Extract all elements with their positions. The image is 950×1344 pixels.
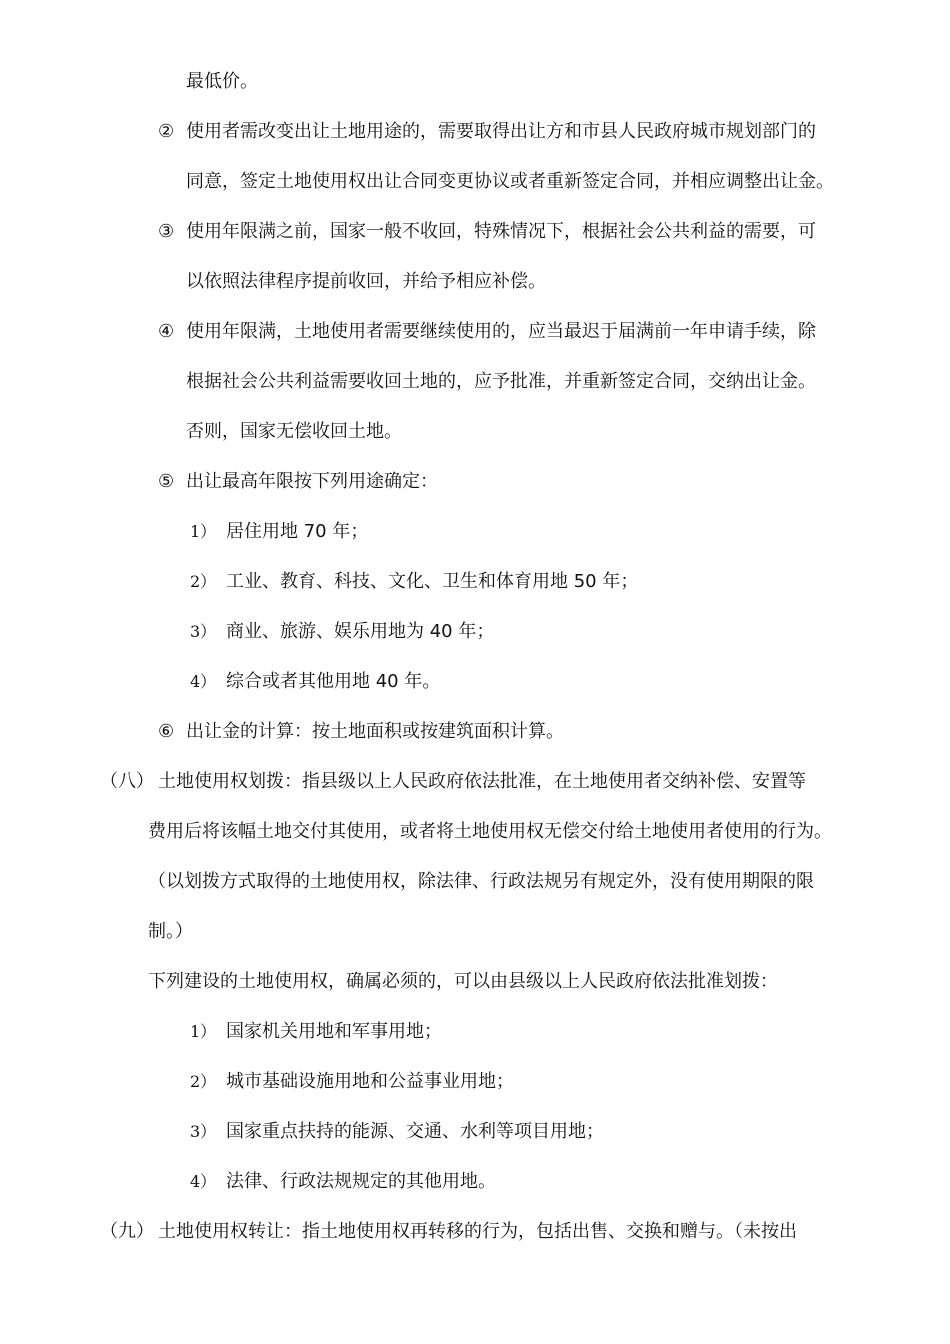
sub-item: 国家机关用地和军事用地；: [226, 1021, 442, 1042]
sub-marker: 3）: [190, 1122, 217, 1141]
sub-marker: 4）: [190, 672, 217, 691]
section-8-line-1: 土地使用权划拨：指县级以上人民政府依法批准，在土地使用者交纳补偿、安置等: [158, 771, 806, 792]
item-3-line-1: 使用年限满之前，国家一般不收回，特殊情况下，根据社会公共利益的需要，可: [186, 221, 816, 242]
item-marker-5: ⑤: [158, 471, 175, 492]
sub-item: 居住用地 70 年；: [226, 521, 369, 542]
item-marker-2: ②: [158, 121, 175, 142]
sub-marker: 1）: [190, 522, 217, 541]
item-4-line-2: 根据社会公共利益需要收回土地的，应予批准，并重新签定合同，交纳出让金。: [186, 371, 816, 392]
item-marker-6: ⑥: [158, 721, 175, 742]
item-5-line-1: 出让最高年限按下列用途确定：: [186, 471, 438, 492]
section-9-marker: （九）: [100, 1221, 154, 1242]
sub-item: 工业、教育、科技、文化、卫生和体育用地 50 年；: [226, 571, 639, 592]
sub-item: 国家重点扶持的能源、交通、水利等项目用地；: [226, 1121, 604, 1142]
section-8-line-3: （以划拨方式取得的土地使用权，除法律、行政法规另有规定外，没有使用期限的限: [148, 871, 814, 892]
sub-item: 商业、旅游、娱乐用地为 40 年；: [226, 621, 495, 642]
sub-item: 城市基础设施用地和公益事业用地；: [226, 1071, 514, 1092]
section-8-line-2: 费用后将该幅土地交付其使用，或者将土地使用权无偿交付给土地使用者使用的行为。: [148, 821, 832, 842]
sub-marker: 4）: [190, 1172, 217, 1191]
sub-marker: 2）: [190, 1072, 217, 1091]
section-8-line-5: 下列建设的土地使用权，确属必须的，可以由县级以上人民政府依法批准划拨：: [148, 971, 778, 992]
section-8-line-4: 制。）: [148, 921, 193, 942]
item-marker-4: ④: [158, 321, 175, 342]
section-8-marker: （八）: [100, 771, 154, 792]
section-9-line-1: 土地使用权转让：指土地使用权再转移的行为，包括出售、交换和赠与。（未按出: [158, 1221, 797, 1242]
sub-marker: 1）: [190, 1022, 217, 1041]
paragraph-continuation: 最低价。: [186, 71, 258, 92]
item-6-line-1: 出让金的计算：按土地面积或按建筑面积计算。: [186, 721, 564, 742]
item-3-line-2: 以依照法律程序提前收回，并给予相应补偿。: [186, 271, 546, 292]
item-4-line-3: 否则，国家无偿收回土地。: [186, 421, 402, 442]
item-marker-3: ③: [158, 221, 175, 242]
sub-item: 法律、行政法规规定的其他用地。: [226, 1171, 496, 1192]
sub-item: 综合或者其他用地 40 年。: [226, 671, 441, 692]
item-2-line-2: 同意，签定土地使用权出让合同变更协议或者重新签定合同，并相应调整出让金。: [186, 171, 834, 192]
sub-marker: 3）: [190, 622, 217, 641]
sub-marker: 2）: [190, 572, 217, 591]
item-4-line-1: 使用年限满，土地使用者需要继续使用的，应当最迟于届满前一年申请手续，除: [186, 321, 816, 342]
item-2-line-1: 使用者需改变出让土地用途的，需要取得出让方和市县人民政府城市规划部门的: [186, 121, 816, 142]
